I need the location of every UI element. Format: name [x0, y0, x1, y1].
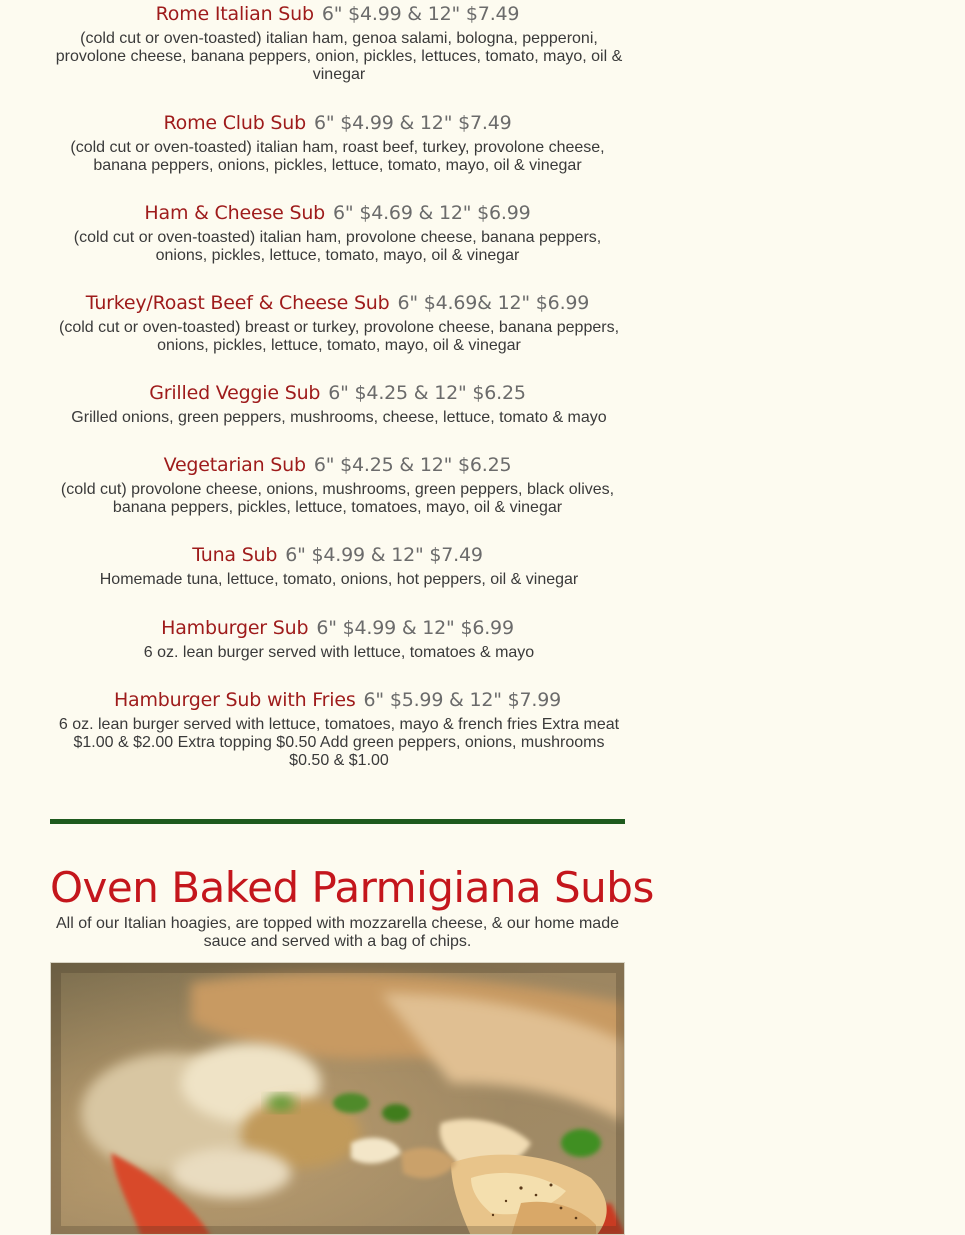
menu-item-price: 6" $4.69& 12" $6.99 [397, 292, 590, 314]
menu-item-price: 6" $4.99 & 12" $7.49 [321, 3, 520, 25]
menu-item-description: (cold cut or oven-toasted) italian ham, genoa salami, bologna, pepperoni, provolone cheese, banana peppers, onion, pickles, lettuces, tomato, mayo, oil & vinegar [55, 30, 623, 83]
menu-item-price: 6" $4.99 & 12" $6.99 [316, 617, 514, 639]
menu-item [50, 291, 625, 355]
menu-item-price: 6" $4.25 & 12" $6.25 [313, 454, 512, 476]
menu-item-description: 6 oz. lean burger served with lettuce, tomatoes, mayo & french fries Extra meat $1.00 & $2.00 Extra topping $0.50 Add green peppers, onions, mushrooms $0.50 & $1.00 [58, 716, 620, 769]
menu-item-header [50, 291, 625, 315]
menu-item-name: Vegetarian Sub [163, 454, 306, 476]
menu-item-description: 6 oz. lean burger served with lettuce, tomatoes & mayo [143, 644, 535, 661]
menu-item-price: 6" $4.99 & 12" $7.49 [313, 112, 512, 134]
menu-item-header [50, 111, 625, 135]
menu-item-name: Tuna Sub [192, 544, 278, 566]
menu-item [50, 111, 625, 175]
menu-item-description: (cold cut or oven-toasted) italian ham, roast beef, turkey, provolone cheese, banana peppers, onions, pickles, lettuce, tomato, mayo, oil & vinegar [70, 139, 605, 174]
parmigiana-sub-photo [50, 962, 625, 1235]
menu-item-header [50, 453, 625, 477]
menu-item-name: Ham & Cheese Sub [144, 202, 326, 224]
menu-item-name: Grilled Veggie Sub [149, 382, 321, 404]
menu-item-description: (cold cut or oven-toasted) italian ham, provolone cheese, banana peppers, onions, pickles, lettuce, tomato, mayo, oil & vinegar [73, 229, 602, 264]
menu-item-name: Hamburger Sub with Fries [113, 689, 356, 711]
menu-item-price: 6" $4.99 & 12" $7.49 [285, 544, 483, 566]
menu-item-header [50, 381, 625, 405]
menu-item-description: (cold cut) provolone cheese, onions, mushrooms, green peppers, black olives, banana peppers, pickles, lettuce, tomatoes, mayo, oil & vinegar [60, 481, 615, 516]
menu-item-header [50, 201, 625, 225]
menu-item [50, 381, 625, 427]
menu-item-header [50, 688, 625, 712]
menu-item-header [50, 543, 625, 567]
menu-item-description: Grilled onions, green peppers, mushrooms, cheese, lettuce, tomato & mayo [71, 409, 607, 426]
menu-item-price: 6" $4.69 & 12" $6.99 [333, 202, 531, 224]
menu-item-price: 6" $5.99 & 12" $7.99 [363, 689, 562, 711]
menu-item-description: Homemade tuna, lettuce, tomato, onions, hot peppers, oil & vinegar [99, 571, 579, 588]
section-description: All of our Italian hoagies, are topped with mozzarella cheese, & our home made sauce and served with a bag of chips. [56, 915, 619, 950]
menu-item-name: Rome Italian Sub [155, 3, 314, 25]
menu-item-price: 6" $4.25 & 12" $6.25 [328, 382, 526, 404]
menu-item-description: (cold cut or oven-toasted) breast or turkey, provolone cheese, banana peppers, onions, pickles, lettuce, tomato, mayo, oil & vinegar [58, 319, 620, 354]
menu-item [50, 616, 625, 662]
menu-item [50, 688, 625, 770]
section-divider [50, 819, 625, 824]
menu-item-name: Turkey/Roast Beef & Cheese Sub [85, 292, 390, 314]
menu-item [50, 2, 625, 84]
menu-item-name: Rome Club Sub [163, 112, 306, 134]
menu-item [50, 453, 625, 517]
menu-item-header [50, 616, 625, 640]
menu-item [50, 543, 625, 589]
menu-item [50, 201, 625, 265]
menu-item-header [50, 2, 625, 26]
section-title: Oven Baked Parmigiana Subs [50, 863, 654, 912]
menu-item-name: Hamburger Sub [161, 617, 309, 639]
